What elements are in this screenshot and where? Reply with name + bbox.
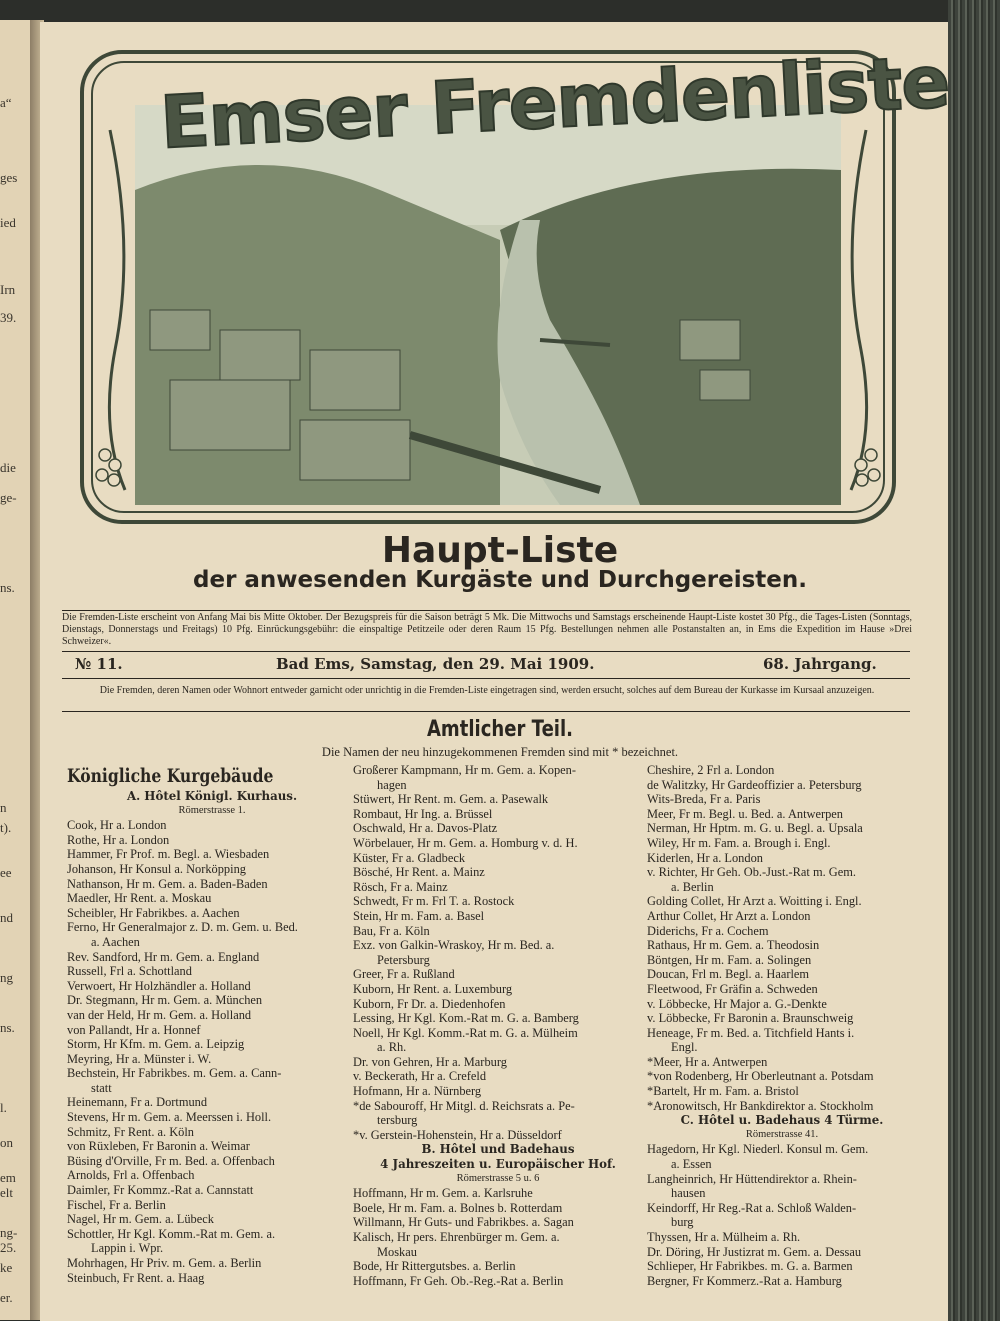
facing-page-text: ee (0, 865, 12, 880)
guest-entry: Heinemann, Fr a. Dortmund (67, 1095, 208, 1110)
facing-page-text: Irn (0, 282, 16, 297)
guest-entry: Hofmann, Hr a. Nürnberg (353, 1084, 482, 1099)
headline: Haupt-Liste (381, 530, 619, 571)
guest-entry: Rösch, Fr a. Mainz (353, 879, 448, 894)
guest-entry: a. Essen (671, 1157, 712, 1172)
guest-entry: Kalisch, Hr pers. Ehrenbürger m. Gem. a. (353, 1230, 560, 1244)
guest-entry: Maedler, Hr Rent. a. Moskau (67, 891, 212, 906)
guest-entry: Greer, Fr a. Rußland (353, 967, 455, 982)
guest-entry: Willmann, Hr Guts- und Fabrikbes. a. Sagan (353, 1215, 574, 1230)
facing-page-text: die (0, 460, 16, 475)
rule-issue-top (62, 651, 910, 652)
facing-page-text: elt (0, 1185, 13, 1200)
guest-entry: Golding Collet, Hr Arzt a. Woitting i. Engl. (647, 894, 862, 909)
guest-entry: Bau, Fr a. Köln (353, 923, 430, 938)
facing-page-text: l. (0, 1100, 7, 1115)
section-note: Die Namen der neu hinzugekommenen Fremden sind mit * bezeichnet. (321, 745, 679, 759)
guest-entry: Wiley, Hr m. Fam. a. Brough i. Engl. (647, 835, 831, 850)
guest-entry: van der Held, Hr m. Gem. a. Holland (67, 1007, 252, 1022)
guest-entry: Mohrhagen, Hr Priv. m. Gem. a. Berlin (67, 1256, 262, 1270)
guest-entry: *de Sabouroff, Hr Mitgl. d. Reichsrats a. Pe- (353, 1098, 575, 1113)
guest-column-2 (353, 763, 643, 1288)
guest-entry: Hagedorn, Hr Kgl. Niederl. Konsul m. Gem. (647, 1142, 869, 1157)
volume: 68. Jahrgang. (763, 655, 877, 673)
guest-entry: *Aronowitsch, Hr Bankdirektor a. Stockholm (647, 1098, 874, 1113)
guest-entry: Rombaut, Hr Ing. a. Brüssel (353, 806, 493, 821)
guest-entry: *Meer, Hr a. Antwerpen (647, 1054, 768, 1069)
facing-page-text: a“ (0, 95, 12, 110)
guest-entry: Nagel, Hr m. Gem. a. Lübeck (67, 1212, 214, 1227)
guest-entry: burg (671, 1215, 694, 1230)
book-edge (948, 0, 1000, 1321)
facing-page-text: er. (0, 1290, 13, 1305)
facing-page-text: t). (0, 820, 12, 835)
guest-entry: Johanson, Hr Konsul a. Norköpping (67, 861, 246, 876)
guest-entry: Boele, Hr m. Fam. a. Bolnes b. Rotterdam (353, 1200, 563, 1215)
guest-entry: v. Löbbecke, Hr Major a. G.-Denkte (647, 996, 827, 1011)
guest-entry: Dr. von Gehren, Hr a. Marburg (353, 1054, 507, 1069)
rule-top (62, 610, 910, 611)
masthead-title: Emser Fremdenliste (158, 39, 952, 165)
guest-entry: Hammer, Fr Prof. m. Begl. a. Wiesbaden (67, 847, 270, 862)
guest-entry: Arthur Collet, Hr Arzt a. London (647, 908, 811, 923)
facing-page-text: n (0, 800, 7, 815)
subscription-notice: Die Fremden-Liste erscheint von Anfang Mai bis Mitte Oktober. Der Bezugspreis für die Saison beträgt 5 Mk. Die Mittwochs und Samstags erscheinende Haupt-Liste kostet 30 Pfg., die Tages-Listen (Sonntags, Dienstags, Donnerstags und Freitags) 10 Pfg. Einrückungsgebühr: die einspaltige Petitzeile oder deren Raum 15 Pfg. Bestellungen nehmen alle Postanstalten an, in Ems die Expedition im Hause »Drei Schweizer«. (62, 612, 912, 647)
guest-entry: Lessing, Hr Kgl. Kom.-Rat m. G. a. Bamberg (353, 1011, 579, 1026)
guest-column-1 (67, 763, 357, 1285)
guest-entry: Bode, Hr Rittergutsbes. a. Berlin (353, 1259, 516, 1274)
guest-entry: *von Rodenberg, Hr Oberleutnant a. Potsdam (647, 1069, 874, 1084)
guest-entry: Steinbuch, Fr Rent. a. Haag (67, 1270, 205, 1285)
guest-entry: Hoffmann, Hr m. Gem. a. Karlsruhe (353, 1186, 533, 1201)
facing-page-text: on (0, 1135, 13, 1150)
guest-entry: Verwoert, Hr Holzhändler a. Holland (67, 978, 251, 993)
correction-request: Die Fremden, deren Namen oder Wohnort entweder garnicht oder unrichtig in die Fremden-Liste eingetragen sind, werden ersucht, solches auf dem Bureau der Kurkasse im Kursaal anzuzeigen. (99, 685, 875, 696)
guest-entry: Schottler, Hr Kgl. Komm.-Rat m. Gem. a. (67, 1226, 276, 1241)
guest-entry: B. Hôtel und Badehaus (421, 1142, 575, 1157)
guest-entry: Bösché, Hr Rent. a. Mainz (353, 865, 485, 880)
guest-entry: v. Löbbecke, Fr Baronin a. Braunschweig (647, 1011, 854, 1026)
guest-entry: Römerstrasse 1. (178, 804, 246, 816)
guest-entry: Schlieper, Hr Fabrikbes. m. G. a. Barmen (647, 1259, 853, 1274)
guest-entry: Ferno, Hr Generalmajor z. D. m. Gem. u. Bed. (67, 920, 298, 935)
guest-entry: Kuborn, Hr Rent. a. Luxemburg (353, 981, 513, 996)
guest-column-3 (647, 763, 917, 1288)
guest-entry: Rev. Sandford, Hr m. Gem. a. England (67, 949, 260, 964)
facing-page-text: ges (0, 170, 18, 185)
guest-entry: a. Aachen (91, 934, 140, 949)
guest-entry: Oschwald, Hr a. Davos-Platz (353, 821, 498, 836)
guest-entry: Moskau (377, 1244, 417, 1259)
guest-entry: Königliche Kurgebäude (67, 765, 274, 787)
guest-entry: *Bartelt, Hr m. Fam. a. Bristol (647, 1084, 799, 1099)
guest-entry: von Rüxleben, Fr Baronin a. Weimar (67, 1139, 250, 1154)
guest-entry: Russell, Frl a. Schottland (67, 964, 192, 979)
guest-entry: statt (91, 1080, 112, 1095)
guest-entry: Fischel, Fr a. Berlin (67, 1197, 166, 1212)
guest-entry: Cook, Hr a. London (67, 818, 167, 833)
subheadline: der anwesenden Kurgäste und Durchgereisten. (193, 567, 807, 593)
guest-entry: Arnolds, Frl a. Offenbach (67, 1168, 195, 1183)
guest-entry: Fleetwood, Fr Gräfin a. Schweden (647, 981, 818, 996)
facing-page-text: 25. (0, 1240, 17, 1255)
facing-page-text: ns. (0, 580, 15, 595)
guest-entry: Römerstrasse 5 u. 6 (456, 1172, 540, 1184)
issue-number: № 11. (75, 655, 123, 673)
guest-entry: Bergner, Fr Kommerz.-Rat a. Hamburg (647, 1273, 842, 1288)
rule-section (62, 711, 910, 712)
guest-entry: Hoffmann, Fr Geh. Ob.-Reg.-Rat a. Berlin (353, 1273, 564, 1288)
guest-entry: Dr. Stegmann, Hr m. Gem. a. München (67, 993, 263, 1008)
facing-page-text: nd (0, 910, 13, 925)
guest-entry: A. Hôtel Königl. Kurhaus. (126, 789, 298, 803)
guest-entry: Großerer Kampmann, Hr m. Gem. a. Kopen- (353, 763, 576, 777)
guest-entry: a. Rh. (377, 1040, 407, 1055)
guest-entry: Schwedt, Fr m. Frl T. a. Rostock (353, 894, 515, 909)
guest-entry: Küster, Fr a. Gladbeck (353, 850, 466, 865)
guest-entry: Scheibler, Hr Fabrikbes. a. Aachen (67, 905, 240, 920)
guest-entry: de Walitzky, Hr Gardeoffizier a. Petersburg (647, 777, 862, 792)
guest-entry: Daimler, Fr Kommz.-Rat a. Cannstatt (67, 1183, 254, 1198)
guest-entry: *v. Gerstein-Hohenstein, Hr a. Düsseldorf (353, 1127, 562, 1142)
guest-entry: Keindorff, Hr Reg.-Rat a. Schloß Walden- (647, 1200, 857, 1215)
guest-entry: hagen (377, 777, 407, 792)
guest-entry: 4 Jahreszeiten u. Europäischer Hof. (380, 1157, 616, 1172)
guest-entry: Engl. (671, 1040, 698, 1055)
facing-page-text: ns. (0, 1020, 15, 1035)
guest-entry: tersburg (377, 1113, 418, 1128)
guest-entry: Wörbelauer, Hr m. Gem. a. Homburg v. d. H. (353, 835, 578, 850)
guest-entry: Langheinrich, Hr Hüttendirektor a. Rhein- (647, 1171, 857, 1186)
guest-entry: Nerman, Hr Hptm. m. G. u. Begl. a. Upsala (647, 821, 863, 836)
guest-entry: Dr. Döring, Hr Justizrat m. Gem. a. Dessau (647, 1244, 862, 1259)
guest-entry: Bechstein, Hr Fabrikbes. m. Gem. a. Cann- (67, 1066, 282, 1081)
guest-entry: Kuborn, Fr Dr. a. Diedenhofen (353, 996, 506, 1011)
facing-page-text: ng- (0, 1225, 18, 1240)
guest-entry: Exz. von Galkin-Wraskoy, Hr m. Bed. a. (353, 938, 555, 953)
guest-entry: Rothe, Hr a. London (67, 832, 170, 847)
guest-entry: Stevens, Hr m. Gem. a. Meerssen i. Holl. (67, 1110, 272, 1125)
guest-entry: C. Hôtel u. Badehaus 4 Türme. (680, 1113, 884, 1128)
guest-entry: Petersburg (377, 952, 430, 967)
guest-entry: Storm, Hr Kfm. m. Gem. a. Leipzig (67, 1037, 245, 1052)
guest-entry: hausen (671, 1186, 706, 1201)
facing-page-text: ge- (0, 490, 17, 505)
guest-entry: Nathanson, Hr m. Gem. a. Baden-Baden (67, 876, 268, 891)
facing-page-text: em (0, 1170, 16, 1185)
guest-entry: Stüwert, Hr Rent. m. Gem. a. Pasewalk (353, 792, 549, 807)
guest-entry: v. Richter, Hr Geh. Ob.-Just.-Rat m. Gem. (647, 865, 856, 880)
guest-entry: Rathaus, Hr m. Gem. a. Theodosin (647, 938, 820, 953)
guest-entry: Cheshire, 2 Frl a. London (647, 763, 775, 777)
guest-entry: Doucan, Frl m. Begl. a. Haarlem (647, 967, 810, 982)
guest-entry: Kiderlen, Hr a. London (647, 850, 763, 865)
guest-entry: Schmitz, Fr Rent. a. Köln (67, 1124, 194, 1139)
guest-entry: Thyssen, Hr a. Mülheim a. Rh. (647, 1230, 801, 1244)
rule-issue-bottom (62, 678, 910, 679)
guest-entry: Wits-Breda, Fr a. Paris (647, 792, 761, 807)
guest-entry: Meyring, Hr a. Münster i. W. (67, 1051, 212, 1066)
guest-entry: Lappin i. Wpr. (91, 1241, 164, 1256)
guest-entry: von Pallandt, Hr a. Honnef (67, 1022, 201, 1037)
section-title: Amtlicher Teil. (426, 717, 574, 742)
guest-entry: Stein, Hr m. Fam. a. Basel (353, 908, 485, 923)
facing-page-text: ng (0, 970, 13, 985)
facing-page-text: 39. (0, 310, 17, 325)
guest-entry: a. Berlin (671, 879, 714, 894)
guest-entry: Römerstrasse 41. (745, 1128, 819, 1140)
guest-entry: Diderichs, Fr a. Cochem (647, 923, 769, 938)
guest-entry: Böntgen, Hr m. Fam. a. Solingen (647, 952, 812, 967)
guest-entry: Noell, Hr Kgl. Komm.-Rat m. G. a. Mülheim (353, 1025, 578, 1040)
guest-entry: Heneage, Fr m. Bed. a. Titchfield Hants i. (647, 1025, 855, 1040)
facing-page-text: ied (0, 215, 16, 230)
facing-page-text: ke (0, 1260, 13, 1275)
guest-entry: Büsing d'Orville, Fr m. Bed. a. Offenbach (67, 1153, 275, 1168)
dateline: Bad Ems, Samstag, den 29. Mai 1909. (276, 655, 595, 673)
guest-entry: Meer, Fr m. Begl. u. Bed. a. Antwerpen (647, 806, 843, 821)
guest-entry: v. Beckerath, Hr a. Crefeld (353, 1069, 487, 1084)
